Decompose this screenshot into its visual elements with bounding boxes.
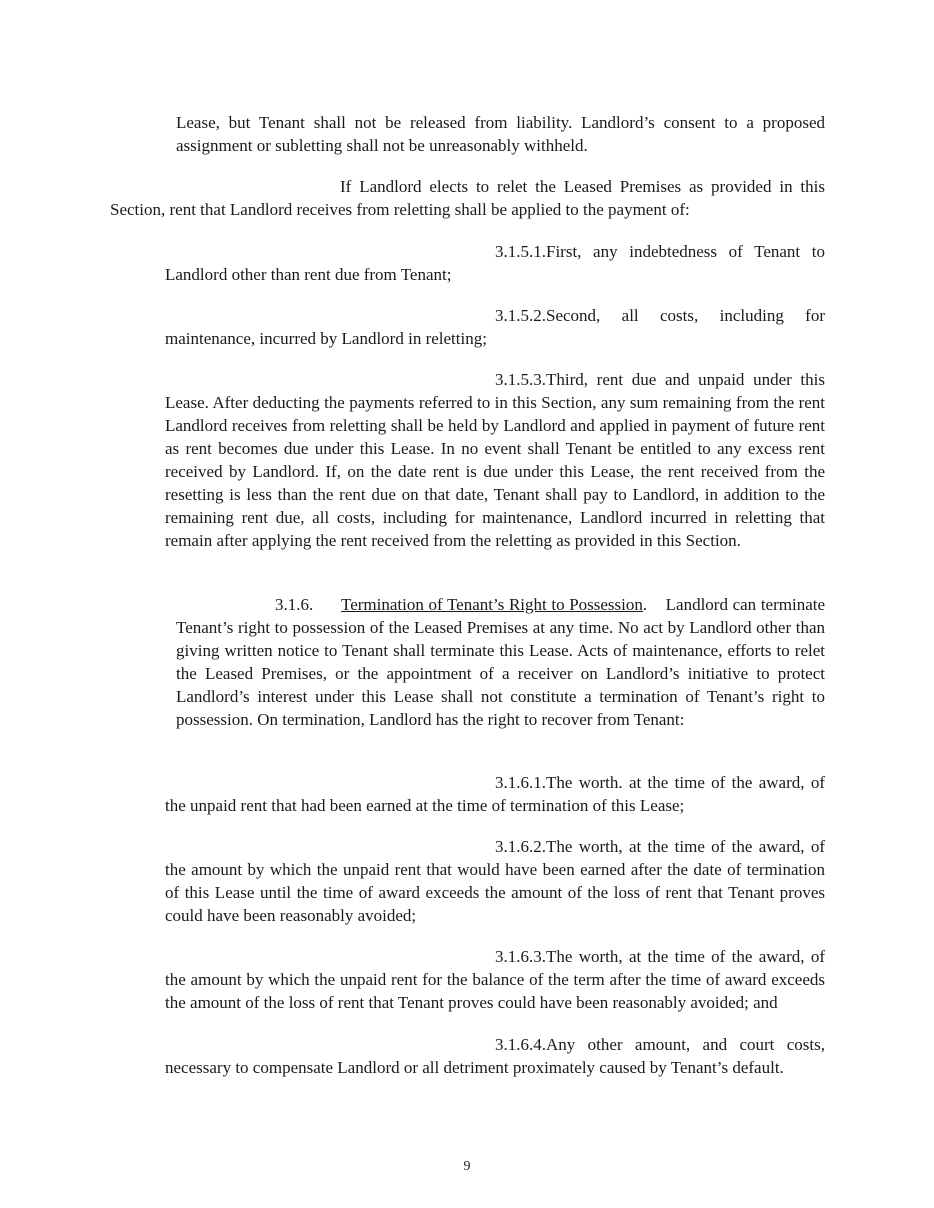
- section-3-1-6-4: [165, 1033, 825, 1079]
- section-3-1-6-3: [165, 945, 825, 1014]
- section-number: 3.1.6.: [275, 595, 314, 614]
- section-text: The worth, at the time of the award, of the amount by which the unpaid rent for the balance of the term after the time of award exceeds the amount of the loss of rent that Tenant proves could have been reasonably avoided; and: [165, 947, 825, 1012]
- paragraph-text: If Landlord elects to relet the Leased Premises as provided in this Section, rent that Landlord receives from reletting shall be applied to the payment of:: [110, 177, 825, 219]
- section-3-1-5-2: [165, 304, 825, 350]
- section-text: Landlord can terminate Tenant’s right to possession of the Leased Premises at any time. No act by Landlord other than giving written notice to Tenant shall terminate this Lease. Acts of maintenance, efforts to relet the Leased Premises, or the appointment of a receiver on Landlord’s initiative to protect Landlord’s interest under this Lease shall not constitute a termination of Tenant’s right to possession. On termination, Landlord has the right to recover from Tenant:: [176, 595, 826, 729]
- section-3-1-6-1: [165, 771, 825, 817]
- section-number: 3.1.5.2.: [495, 306, 546, 325]
- section-text: The worth. at the time of the award, of the unpaid rent that had been earned at the time of termination of this Lease;: [165, 773, 825, 815]
- section-number: 3.1.5.1.: [495, 242, 546, 261]
- page-number: 9: [463, 1159, 471, 1174]
- section-3-1-6-2: [165, 835, 825, 927]
- section-text: The worth, at the time of the award, of the amount by which the unpaid rent that would have been earned after the date of termination of this Lease until the time of award exceeds the amount of the loss of rent that Tenant proves could have been reasonably avoided;: [165, 837, 825, 925]
- section-number: 3.1.6.3.: [495, 947, 546, 966]
- section-3-1-6: [176, 593, 825, 731]
- section-text: Second, all costs, including for maintenance, incurred by Landlord in reletting;: [165, 306, 825, 348]
- section-number: 3.1.6.1.: [495, 773, 546, 792]
- section-heading-end: .: [642, 595, 648, 614]
- section-3-1-5-1: [165, 240, 825, 286]
- paragraph-assignment-consent: [176, 111, 825, 157]
- paragraph-text: Lease, but Tenant shall not be released from liability. Landlord’s consent to a proposed assignment or subletting shall not be unreasonably withheld.: [176, 113, 825, 155]
- section-text: First, any indebtedness of Tenant to Landlord other than rent due from Tenant;: [165, 242, 825, 284]
- section-3-1-5-3: [165, 368, 825, 552]
- section-text: Any other amount, and court costs, necessary to compensate Landlord or all detriment proximately caused by Tenant’s default.: [165, 1035, 825, 1077]
- section-heading: Termination of Tenant’s Right to Possession: [341, 595, 643, 614]
- section-text: Third, rent due and unpaid under this Lease. After deducting the payments referred to in this Section, any sum remaining from the rent Landlord receives from reletting shall be held by Landlord and applied in payment of future rent as rent becomes due under this Lease. In no event shall Tenant be entitled to any excess rent received by Landlord. If, on the date rent is due under this Lease, the rent received from the resetting is less than the rent due on that date, Tenant shall pay to Landlord, in addition to the remaining rent due, all costs, including for maintenance, Landlord incurred in reletting that remain after applying the rent received from the reletting as provided in this Section.: [165, 370, 825, 550]
- section-number: 3.1.6.2.: [495, 837, 546, 856]
- section-number: 3.1.5.3.: [495, 370, 546, 389]
- section-number: 3.1.6.4.: [495, 1035, 546, 1054]
- paragraph-relet-application: [110, 175, 825, 221]
